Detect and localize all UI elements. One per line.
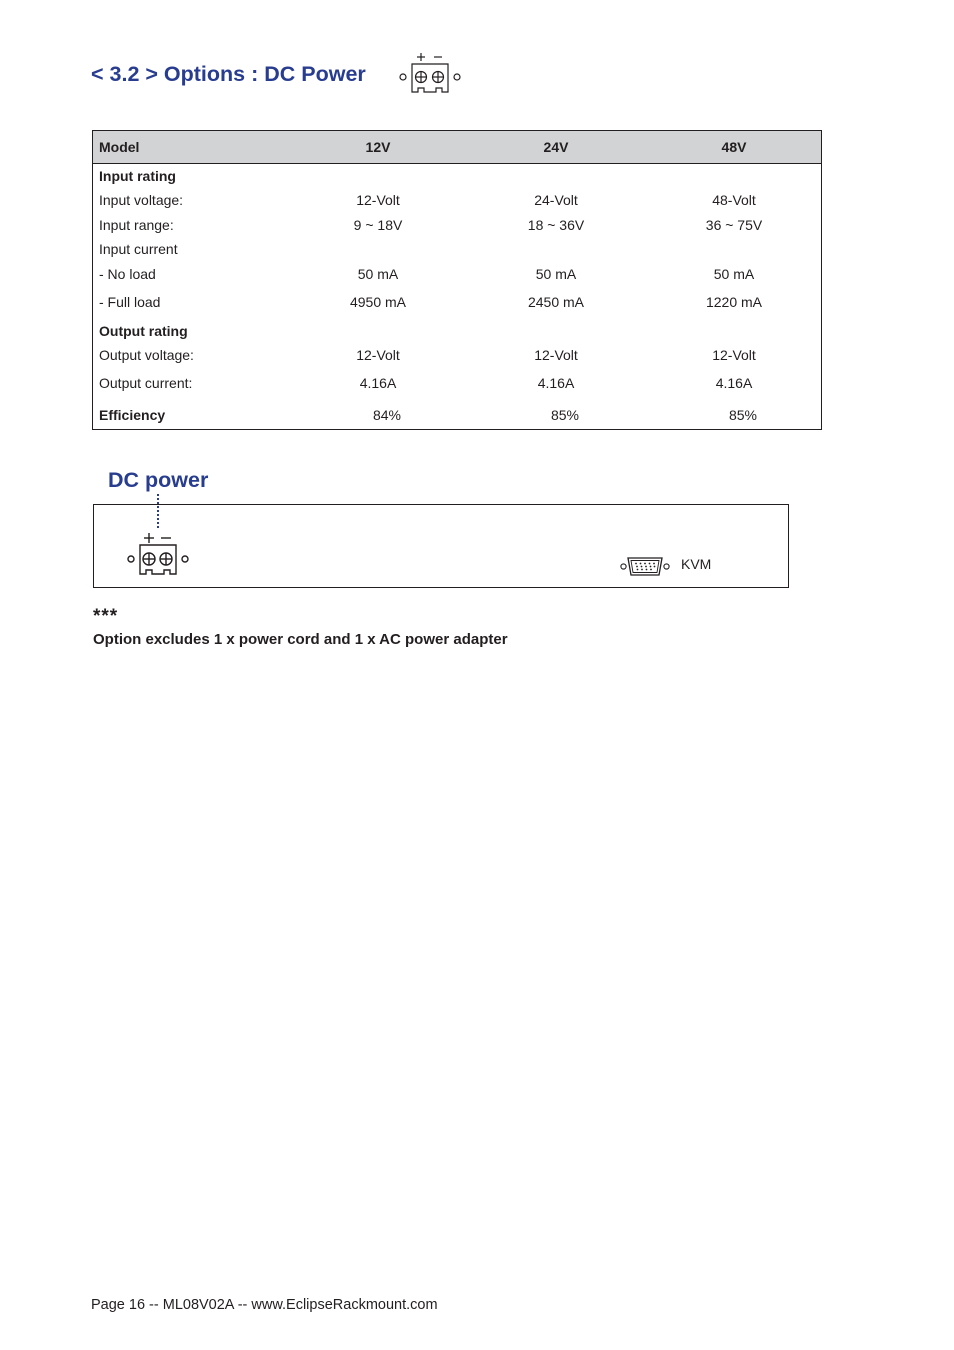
dc-terminal-connector-icon [396, 50, 464, 96]
row-label: Input voltage: [99, 192, 184, 208]
header-model: Model [99, 139, 140, 155]
dotted-leader-line [157, 494, 159, 528]
row-label: Input current [99, 241, 178, 257]
row-label: Output current: [99, 375, 193, 391]
vga-port-icon [619, 556, 671, 577]
note-text: Option excludes 1 x power cord and 1 x AC power adapter [93, 631, 508, 648]
section-output-rating: Output rating [99, 323, 188, 339]
note-stars: *** [93, 606, 119, 627]
row-label-efficiency: Efficiency [99, 407, 166, 423]
dc-power-heading: DC power [108, 468, 209, 492]
row-label: - No load [99, 266, 156, 282]
kvm-label: KVM [681, 556, 712, 572]
page-footer: Page 16 -- ML08V02A -- www.EclipseRackmount.com [91, 1297, 438, 1313]
dc-terminal-connector-icon [124, 531, 192, 577]
table-header-row: Model 12V 24V 48V [93, 131, 821, 164]
spec-table: Model 12V 24V 48V Input rating Input voltage: 12-Volt 24-Volt 48-Volt Input range: 9 ~ 18V 18 ~ 36V 36 ~ 75V Input current - No load 50 mA 50 mA 50 mA - Full load 4950 mA 2450 mA 1220 mA Output rating Output voltage: 12-Volt 12-Volt 12-Volt Output current: 4.16A 4.16A 4.16A Efficiency 84% 85% 85% [92, 130, 822, 430]
rear-panel-diagram [93, 504, 789, 588]
row-label: - Full load [99, 294, 161, 310]
row-label: Input range: [99, 217, 174, 233]
row-label: Output voltage: [99, 347, 194, 363]
page-title: < 3.2 > Options : DC Power [91, 62, 366, 86]
section-input-rating: Input rating [99, 168, 176, 184]
